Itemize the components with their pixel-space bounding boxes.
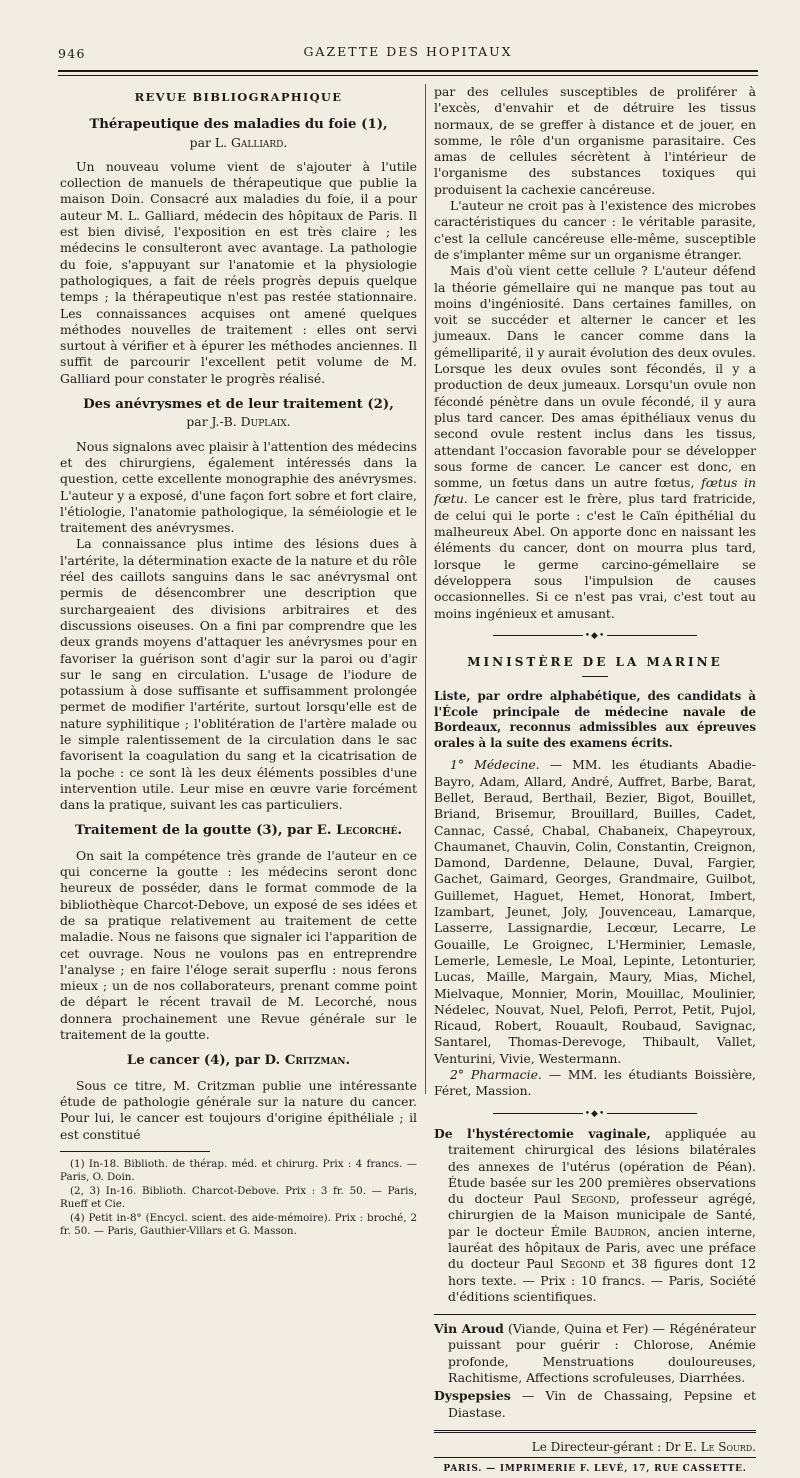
book-notice-hysterectomie: De l'hystérectomie vaginale, appliquée au traitement chirurgical des lésions bilatérales des annexes de l'utérus (opération de Péan). Étude basée sur les 200 premières observations du docteur Paul Segond, professeur agrégé, chirurgien de la Maison municipale de Santé, par le docteur Émile Baudron, ancien interne, lauréat des hôpitaux de Paris, avec une préface du docteur Paul Segond et 38 figures dont 12 hors texte. — Prix : 10 francs. — Paris, Société d'éditions scientifiques. [434, 1125, 757, 1304]
cancer-text-3: Mais d'où vient cette cellule ? L'auteur défend la théorie gémellaire qui ne manque pas tout au moins d'ingéniosité. Dans certaines familles, on voit se succéder et alterner le cancer et les jumeaux. Dans le cancer comme dans la gémelliparité, il y aurait évolution des deux ovules. Lorsque les deux ovules sont fécondés, il y a production de deux jumeaux. Lorsqu'un ovule non fécondé pénètre dans un ovule fécondé, il y aura plus tard cancer. Des amas épithéliaux venus du second ovule restent inclus dans les tissus, attendant l'occasion favorable pour se développer sous forme de cancer. Le cancer est donc, en somme, un fœtus dans un autre fœtus, fœtus in fœtu. Le cancer est le frère, plus tard fratricide, de celui qui le porte : c'est le Caïn épithélial du malheureux Abel. On apporte donc en naissant les éléments du cancer, dont on mourra plus tard, lorsque le germe carcino-gémellaire se développera sous l'impulsion de causes occasionnelles. Si ce n'est pas vrai, c'est tout au moins ingénieux et amusant. [434, 263, 756, 621]
printer-imprint: PARIS. — IMPRIMERIE F. LEVÉ, 17, RUE CASSETTE. [443, 1464, 747, 1475]
page-header [58, 44, 758, 64]
ads-rule [434, 1314, 756, 1315]
review-text-goutte: On sait la compétence très grande de l'auteur en ce qui concerne la goutte : les médecins seront donc heureux de posséder, dans le format commode de la bibliothèque Charcot-Debove, un exposé de ses idées et de sa pratique relativement au traitement de cette maladie. Nous ne faisons que signaler ici l'apparition de cet ouvrage. Nous ne voulons pas en entreprendre l'analyse ; en faire l'éloge serait superflu : nous ferons mieux ; un de nos collaborateurs, prenant comme point de départ le récent travail de M. Lecorché, nous donnera prochainement une Revue générale sur le traitement de la goutte. [60, 847, 417, 1043]
title-underline [582, 676, 608, 677]
advert-vin-aroud: Vin Aroud (Viande, Quina et Fer) — Régénérateur puissant pour guérir : Chlorose, Anémie profonde, Menstruations douloureuses, Rachitisme, Affections scrofuleuses, Diarrhées. [434, 1321, 756, 1386]
footnote-2: (2, 3) In-16. Biblioth. Charcot-Debove. Prix : 3 fr. 50. — Paris, Rueff et Cie. [60, 1184, 417, 1211]
review-title-cancer: Le cancer (4), par D. Critzman. [126, 1053, 351, 1069]
candidates-pharmacie: 2° Pharmacie. — MM. les étudiants Boissière, Féret, Massion. [434, 1067, 756, 1099]
imprint-rule [434, 1457, 756, 1458]
left-column [60, 84, 417, 1239]
journal-title: GAZETTE DES HOPITAUX [303, 44, 513, 59]
gerant-rule [434, 1430, 756, 1433]
review-text-anevrysmes-1: Nous signalons avec plaisir à l'attention des médecins et des chirurgiens, également intéressés dans la question, cette excellente monographie des anévrysmes. L'auteur y a exposé, d'une façon fort sobre et fort claire, l'étiologie, l'anatomie pathologique, la séméiologie et le traitement des anévrysmes. [60, 438, 417, 536]
page-number: 946 [58, 46, 86, 61]
review-title-anevrysmes: Des anévrysmes et de leur traitement (2), [83, 397, 394, 413]
header-rule-thin [58, 75, 758, 76]
section-divider-ornament: •◆• [434, 628, 756, 644]
section-title-marine: MINISTÈRE DE LA MARINE [467, 655, 723, 670]
divider-ornament-2: •◆• [434, 1106, 756, 1122]
column-separator [425, 84, 426, 1094]
review-text-anevrysmes-2: La connaissance plus intime des lésions dues à l'artérite, la détermination exacte de la nature et du rôle réel des caillots sanguins dans le sac anévrysmal ont permis de désencombrer une description que surchargeaient des divisions arbitraires et des discussions oiseuses. On a fini par comprendre que les deux grands moyens d'attaquer les anévrysmes pour en favoriser la guérison sont d'agir sur la paroi ou d'agir sur le sang en circulation. L'usage de l'iodure de potassium à dose suffisante et suffisamment prolongée permet de modifier l'artérite, surtout lorsqu'elle est de nature syphilitique ; l'oblitération de l'artère malade ou le simple ralentissement de la circulation dans le sac favorisent la coagulation du sang et la cicatrisation de la poche : ce sont là les deux éléments possibles d'une intervention utile. Leur mise en œuvre varie forcément dans la pratique, suivant les cas particuliers. [60, 536, 417, 813]
review-text-foie: Un nouveau volume vient de s'ajouter à l'utile collection de manuels de thérapeutique que publie la maison Doin. Consacré aux maladies du foie, il a pour auteur M. L. Galliard, médecin des hôpitaux de Paris. Il est bien divisé, l'exposition en est très claire ; les médecins le consulteront avec avantage. La pathologie du foie, s'appuyant sur l'anatomie et la physiologie pathologiques, a fait de réels progrès depuis quelque temps ; la thérapeutique n'est pas restée stationnaire. Les connaissances acquises ont amené quelques méthodes nouvelles de traitement : elles ont servi surtout à vérifier et à épurer les méthodes anciennes. Il suffit de parcourir l'excellent petit volume de M. Galliard pour constater le progrès réalisé. [60, 158, 417, 386]
review-author-foie: par L. Galliard. [189, 134, 288, 150]
advert-dyspepsies: Dyspepsies — Vin de Chassaing, Pepsine et Diastase. [434, 1388, 756, 1420]
cancer-text-continued: par des cellules susceptibles de proliférer à l'excès, d'envahir et de détruire les tissus normaux, de se greffer à distance et de jouer, en somme, le rôle d'un organisme parasitaire. Ces amas de cellules sécrètent à l'intérieur de l'organisme des substances toxiques qui produisent la cachexie cancéreuse. [434, 84, 756, 197]
review-title-foie: Thérapeutique des maladies du foie (1), [89, 117, 388, 133]
section-title-revue: REVUE BIBLIOGRAPHIQUE [134, 90, 343, 104]
header-rule-thick [58, 70, 758, 72]
review-author-anevrysmes: par J.-B. Duplaix. [186, 414, 291, 430]
review-text-cancer-start: Sous ce titre, M. Critzman publie une intéressante étude de pathologie générale sur la nature du cancer. Pour lui, le cancer est toujours d'origine épithéliale ; il est constitué [60, 1077, 417, 1142]
review-title-goutte: Traitement de la goutte (3), par E. Lecorché. [75, 823, 402, 839]
right-column [434, 84, 756, 1478]
directeur-gerant: Le Directeur-gérant : Dr E. Le Sourd. [531, 1439, 756, 1454]
footnote-rule [60, 1151, 210, 1152]
footnote-3: (4) Petit in-8° (Encycl. scient. des aide-mémoire). Prix : broché, 2 fr. 50. — Paris, Gauthier-Villars et G. Masson. [60, 1211, 417, 1238]
cancer-text-2: L'auteur ne croit pas à l'existence des microbes caractéristiques du cancer : le véritable parasite, c'est la cellule cancéreuse elle-même, susceptible de s'implanter même sur un organisme étranger. [434, 198, 756, 262]
footnote-1: (1) In-18. Biblioth. de thérap. méd. et chirurg. Prix : 4 francs. — Paris, O. Doin. [60, 1157, 417, 1184]
candidates-list-title: Liste, par ordre alphabétique, des candidats à l'École principale de médecine navale de Bordeaux, reconnus admissibles aux épreuves orales à la suite des examens écrits. [434, 689, 756, 750]
candidates-medecine: 1° Médecine. — MM. les étudiants Abadie-Bayro, Adam, Allard, André, Auffret, Barbe, Barat, Bellet, Beraud, Berthail, Bezier, Bigot, Bouillet, Briand, Brisemur, Brouillard, Builles, Cadet, Cannac, Cassé, Chabal, Chabaneix, Chapeyroux, Chaumanet, Chauvin, Colin, Constantin, Creignon, Damond, Dardenne, Delaune, Duval, Fargier, Gachet, Gaimard, Georges, Grandmaire, Guilbot, Guillemet, Haguet, Hemet, Honorat, Imbert, Izambart, Jeunet, Joly, Jouvenceau, Lamarque, Lasserre, Lassignardie, Lecœur, Lecarre, Le Gouaille, Le Groignec, L'Herminier, Lemasle, Lemerle, Lemesle, Le Moal, Lepinte, Letonturier, Lucas, Maille, Margain, Maury, Mias, Michel, Mielvaque, Monnier, Morin, Mouillac, Moulinier, Nédelec, Nouvat, Nuel, Pelofi, Perrot, Petit, Pujol, Ricaud, Robert, Rouault, Roubaud, Savignac, Santarel, Thomas-Derevoge, Thibault, Vallet, Venturini, Vivie, Westermann. [434, 757, 756, 1066]
